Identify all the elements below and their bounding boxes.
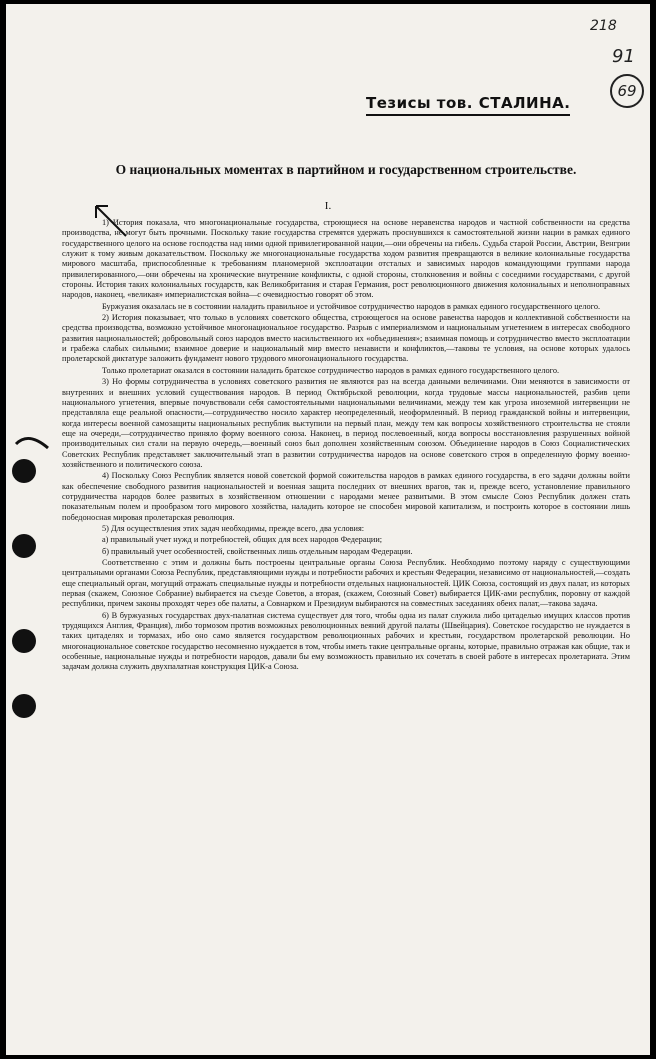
archive-number-circled: 69 xyxy=(610,74,644,108)
paragraph: Буржуазия оказалась не в состоянии наладить правильное и устойчивое сотрудничество народов в рамках единого государственного целого. xyxy=(102,301,601,311)
document-title: О национальных моментах в партийном и государственном строительстве. xyxy=(115,162,577,177)
document-header: Тезисы тов. СТАЛИНА. xyxy=(366,94,570,116)
punch-hole xyxy=(12,534,36,558)
document-body xyxy=(62,218,630,674)
paragraph: Соответственно с этим и должны быть построены центральные органы Союза Республик. Необходимо поэтому наряду с существующими центральными органами Союза Республик, представляющими нужды и потребности рабочих и крестьян Федерации, независимо от национальностей,—создать еще специальный орган, могущий отражать специальные нужды и потребности отдельных национальностей. ЦИК Союза, состоящий из двух палат, из которых первая (скажем, Союзное Собрание) выбирается на съезде Советов, а вторая, (скажем, Союзный Совет) выбирается ЦИК-ами республик, поровну от каждой республики, причем законы проходят через обе палаты, а Совнарком и Президиум выбираются на совместных заседаниях обеих палат,—такова задача. xyxy=(62,558,630,609)
paragraph: Только пролетариат оказался в состоянии наладить братское сотрудничество народов в рамках единого государственного целого. xyxy=(102,365,560,375)
paragraph: 5) Для осуществления этих задач необходимы, прежде всего, два условия: xyxy=(102,523,365,533)
punch-hole xyxy=(12,694,36,718)
paragraph: 1) История показала, что многонациональные государства, строющиеся на основе неравенства народов и частной собственности на средства производства, не могут быть прочными. Поскольку такие государства стремятся удержать проснувшихся к самостоятельной жизни нации в рамках единого государственного целого на основе господства над ними одной привилегированной нации,—они обречены на гибель. Судьба старой России, Австрии, Венгрии служит к тому живым доказательством. Поскольку же многонациональные государства ходом развития превращаются в великие колониальные государства мирового масштаба, приспособленные к требованиям планомерной эксплоатации отсталых и зависимых народов командующими группами народа привилегированного,—они обречены на хронические внутренние конфликты, с одной стороны, столкновения и войны с соседними государствами, с другой стороны. История таких колониальных государств, как Великобритания и старая Германия, рост революционного движения колониальных и неполноправных народов, наконец, «великая» империалистская война—с очевидностью говорят об этом. xyxy=(62,218,630,300)
paragraph: а) правильный учет нужд и потребностей, общих для всех народов Федерации; xyxy=(102,535,383,545)
handwritten-mark-icon xyxy=(14,434,54,454)
paragraph: б) правильный учет особенностей, свойственных лишь отдельным народам Федерации. xyxy=(102,546,413,556)
section-number: I. xyxy=(324,200,332,212)
archive-number-mid: 91 xyxy=(612,46,635,67)
archive-number-top: 218 xyxy=(590,18,617,34)
punch-hole xyxy=(12,629,36,653)
document-page xyxy=(6,4,650,1055)
paragraph: 4) Поскольку Союз Республик является новой советской формой сожительства народов в рамках единого государства, в его задачи должны войти как обеспечение свободного развития национальностей и военная защита последних от внешних врагов, так и, прежде всего, установление правильного сотрудничества народов более развитых в хозяйственном отношении с народами менее развитыми. В этом смысле Союз Республик должен стать показательным полем и прообразом того мирового хозяйства, наладить которое не способен мировой капитализм, и построить которое в состоянии лишь победоносная мировая пролетарская революция. xyxy=(62,471,630,522)
punch-hole xyxy=(12,459,36,483)
paragraph: 2) История показывает, что только в условиях советского общества, строющегося на основе равенства народов и коллективной собственности на средства производства, возможно устойчивое многонациональное государство. Разрыв с империализмом и национальным угнетением в интересах свободного развития национальностей; добровольный союз народов вместо насильственного их «объединения»; взаимная помощь и сотрудничество вместо эксплоатации и грабежа слабых сильными; взаимное доверие и национальный мир вместо ненависти и конфликтов,—таковы те условия, на основе которых удалось пролетарской диктатуре заложить фундамент нового трудового многонационального государства. xyxy=(62,313,630,364)
paragraph: 6) В буржуазных государствах двух-палатная система существует для того, чтобы одна из палат служила либо цитаделью имущих классов против трудящихся Англия, Франция), либо тормозом против возможных революционных веяний другой палаты (Швейцария). Советское государство не нуждается в таких цитаделях и тормазах, ибо оно само является государством революционных рабочих и крестьян, государством пролетарской революции. Но многонациональное советское государство несомненно нуждается в том, чтобы иметь такие центральные органы, которые, правильно отражая как общие, так и особенные, национальные нужды и потребности народов, давали бы ему возможность правильно их сочетать в своей работе в интересах пролетариата. Этим задачам должна служить двухпалатная конструкция ЦИК-а Союза. xyxy=(62,610,630,672)
paragraph: 3) Но формы сотрудничества в условиях советского развития не являются раз на всегда данными величинами. Они меняются в зависимости от внутренних и внешних условий существования народов. В период Октябрьской революции, когда трудовые массы национальностей, разбив цепи национального угнетения, впервые почувствовали себя самостоятельными национальными величинами, между тем как угроза иноземной интервенции не представляла еще реальной опасности,—сотрудничество носило характер неопределенный, неоформленный. В период гражданской войны и интервенции, когда интересы военной самозащиты национальных республик выступили на первый план, между тем как вопросы хозяйственного строительства не стояли еще на очереди,—сотрудничество приняло форму военного союза. Наконец, в период послевоенный, когда вопросы восстановления разрушенных войной производительных сил стали на первую очередь,—военный союз был дополнен хозяйственным союзом. Объединение народов в Союз Социалистических Советских Республик представляет заключительный этап в развитии сотрудничества народов на основе советского строя в определенную форму военно-хозяйственного и политического союза. xyxy=(62,377,630,469)
